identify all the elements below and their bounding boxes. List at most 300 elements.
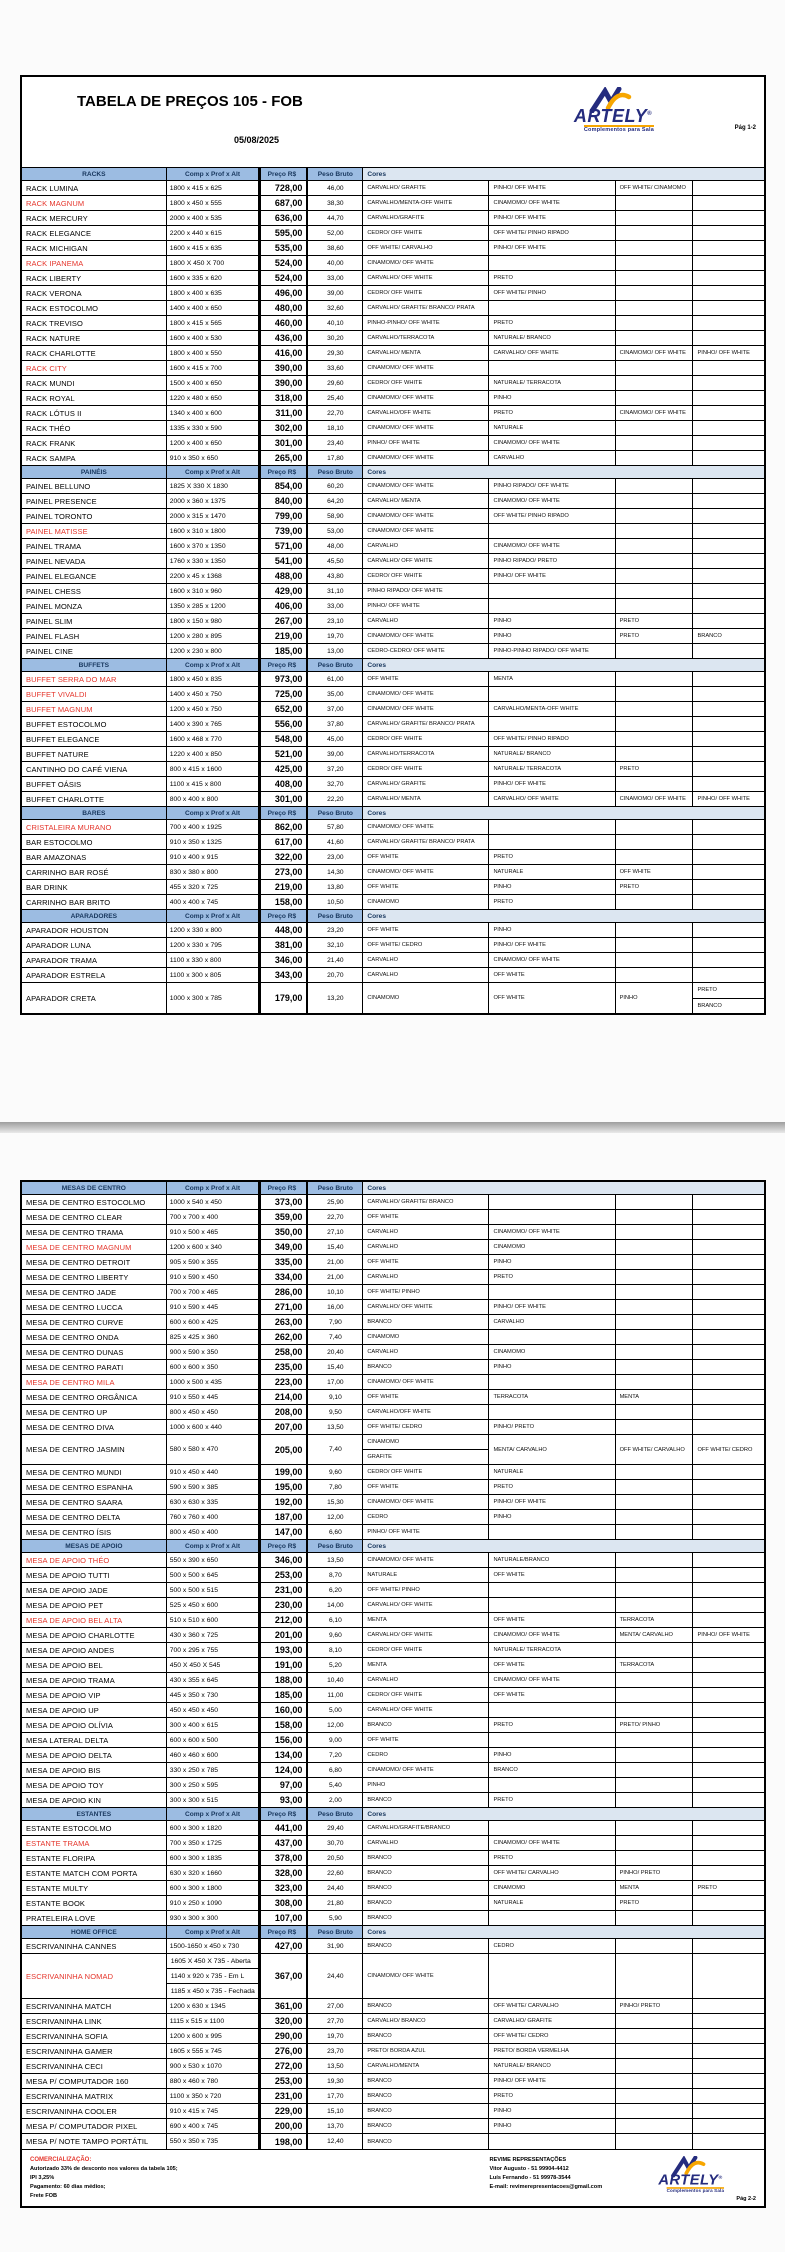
dimensions-cell: 1100 x 350 x 720 bbox=[167, 2089, 260, 2103]
color-option-cell: PRETO bbox=[697, 1885, 717, 1891]
color-option-cell: CARVALHO/GRAFITE bbox=[363, 211, 489, 225]
color-option-cell: CEDRO/ OFF WHITE bbox=[363, 569, 489, 583]
color-option-cell: BRANCO bbox=[363, 2089, 489, 2103]
color-option-cell bbox=[693, 732, 764, 746]
color-option-cell bbox=[489, 524, 615, 538]
product-name-cell: MESA DE APOIO JADE bbox=[22, 1583, 167, 1597]
color-option-cell: CARVALHO/ BRANCO bbox=[363, 2014, 489, 2028]
product-name-cell: APARADOR CRETA bbox=[22, 983, 167, 1013]
price-cell: 322,00 bbox=[259, 850, 308, 864]
dimensions-cell: 2000 x 400 x 535 bbox=[167, 211, 260, 225]
color-option-cell bbox=[616, 923, 694, 937]
price-cell: 441,00 bbox=[259, 1821, 308, 1835]
dimensions-cell: 1100 x 415 x 800 bbox=[167, 777, 260, 791]
price-cell: 617,00 bbox=[259, 835, 308, 849]
dimensions-cell: 2200 x 440 x 615 bbox=[167, 226, 260, 240]
table-row bbox=[22, 1954, 764, 1999]
product-name-cell: ESCRIVANINHA NOMAD bbox=[22, 1954, 167, 1998]
color-option-cell: CARVALHO bbox=[363, 953, 489, 967]
price-cell: 160,00 bbox=[259, 1703, 308, 1717]
table-row bbox=[22, 1881, 764, 1896]
color-option-cell: CINAMOMO/ OFF WHITE bbox=[363, 509, 489, 523]
column-header-weight: Peso Bruto bbox=[308, 1926, 363, 1938]
color-option-cell bbox=[616, 1688, 694, 1702]
color-option-cell bbox=[489, 687, 615, 701]
product-name-cell: BUFFET VIVALDI bbox=[22, 687, 167, 701]
gross-weight-cell: 13,00 bbox=[308, 644, 363, 658]
dimensions-cell: 1200 x 450 x 750 bbox=[167, 702, 260, 716]
price-cell: 158,00 bbox=[259, 1718, 308, 1732]
dimensions-cell-line: 1140 x 920 x 735 - Em L bbox=[167, 1969, 259, 1984]
color-option-cell bbox=[616, 436, 694, 450]
color-option-cell bbox=[489, 584, 615, 598]
color-option-cell bbox=[616, 717, 694, 731]
price-cell: 350,00 bbox=[259, 1225, 308, 1239]
color-option-cell: CEDRO/ OFF WHITE bbox=[363, 732, 489, 746]
product-name-cell: RACK LUMINA bbox=[22, 181, 167, 195]
gross-weight-cell: 39,00 bbox=[308, 747, 363, 761]
color-option-cell bbox=[693, 256, 764, 270]
color-option-cell: CINAMOMO/ OFF WHITE bbox=[363, 820, 489, 834]
price-cell: 301,00 bbox=[259, 792, 308, 806]
gross-weight-cell: 7,40 bbox=[308, 1330, 363, 1344]
dimensions-cell: 1200 x 330 x 800 bbox=[167, 923, 260, 937]
gross-weight-cell: 7,20 bbox=[308, 1748, 363, 1762]
product-name-cell: PRATELEIRA LOVE bbox=[22, 1911, 167, 1925]
price-cell: 328,00 bbox=[259, 1866, 308, 1880]
table-row bbox=[22, 346, 764, 361]
color-option-cell: CINAMOMO/ OFF WHITE bbox=[363, 361, 489, 375]
product-name-cell: CARRINHO BAR BRITO bbox=[22, 895, 167, 909]
table-row bbox=[22, 509, 764, 524]
color-option-cell bbox=[693, 1763, 764, 1777]
gross-weight-cell: 27,00 bbox=[308, 1999, 363, 2013]
color-option-cell: CARVALHO/ OFF WHITE bbox=[489, 792, 615, 806]
color-option-cell: CARVALHO/TERRACOTA bbox=[363, 747, 489, 761]
column-header-dims: Comp x Prof x Alt bbox=[167, 1808, 260, 1820]
color-option-cell bbox=[693, 1643, 764, 1657]
color-option-cell: CINAMOMO bbox=[363, 983, 489, 1013]
price-cell: 205,00 bbox=[259, 1435, 308, 1464]
section-header-row bbox=[22, 659, 764, 672]
table-row bbox=[22, 1939, 764, 1954]
column-header-weight: Peso Bruto bbox=[308, 659, 363, 671]
dimensions-cell: 525 x 450 x 600 bbox=[167, 1598, 260, 1612]
product-name-cell: PAINEL ELEGANCE bbox=[22, 569, 167, 583]
color-option-cell: PINHO/ OFF WHITE bbox=[489, 777, 615, 791]
color-option-cell bbox=[616, 584, 694, 598]
color-option-cell bbox=[693, 494, 764, 508]
color-option-cell: CINAMOMO/ OFF WHITE bbox=[489, 1673, 615, 1687]
gross-weight-cell: 22,20 bbox=[308, 792, 363, 806]
table-row bbox=[22, 2029, 764, 2044]
dimensions-cell: 1220 x 400 x 850 bbox=[167, 747, 260, 761]
product-name-cell: RACK MUNDI bbox=[22, 376, 167, 390]
dimensions-cell: 1400 x 400 x 650 bbox=[167, 301, 260, 315]
color-option-cell bbox=[693, 451, 764, 465]
price-cell: 318,00 bbox=[259, 391, 308, 405]
color-option-cell bbox=[693, 717, 764, 731]
color-option-cell-line: PRETO bbox=[693, 983, 764, 999]
table-row bbox=[22, 1553, 764, 1568]
table-row bbox=[22, 895, 764, 910]
gross-weight-cell: 13,20 bbox=[308, 983, 363, 1013]
color-option-cell: CINAMOMO/ OFF WHITE bbox=[489, 953, 615, 967]
product-name-cell: RACK CHARLOTTE bbox=[22, 346, 167, 360]
dimensions-cell: 600 x 300 x 1835 bbox=[167, 1851, 260, 1865]
column-header-weight: Peso Bruto bbox=[308, 807, 363, 819]
product-name-cell: ESCRIVANINHA COOLER bbox=[22, 2104, 167, 2118]
gross-weight-cell: 20,70 bbox=[308, 968, 363, 982]
product-name-cell: MESA DE APOIO UP bbox=[22, 1703, 167, 1717]
color-option-cell bbox=[693, 2134, 764, 2149]
price-cell: 524,00 bbox=[259, 256, 308, 270]
color-option-cell bbox=[693, 2014, 764, 2028]
color-option-cell: PINHO-PINHO/ OFF WHITE bbox=[363, 316, 489, 330]
product-name-cell: MESA DE APOIO THÉO bbox=[22, 1553, 167, 1567]
product-name-cell: RACK TREVISO bbox=[22, 316, 167, 330]
price-cell: 191,00 bbox=[259, 1658, 308, 1672]
color-option-cell: PRETO bbox=[489, 2089, 615, 2103]
color-option-cell: MENTA bbox=[616, 1390, 694, 1404]
color-option-cell bbox=[693, 539, 764, 553]
color-option-cell bbox=[616, 1495, 694, 1509]
product-name-cell: ESTANTE TRAMA bbox=[22, 1836, 167, 1850]
table-row bbox=[22, 1495, 764, 1510]
color-option-cell: PINHO/ OFF WHITE bbox=[363, 1525, 489, 1539]
section-title-cell: BARES bbox=[22, 807, 167, 819]
color-option-cell: PRETO/ BORDA AZUL bbox=[363, 2044, 489, 2058]
color-option-cell bbox=[489, 835, 615, 849]
color-option-cell bbox=[693, 361, 764, 375]
product-name-cell: RACK ESTOCOLMO bbox=[22, 301, 167, 315]
price-cell: 687,00 bbox=[259, 196, 308, 210]
gross-weight-cell: 6,60 bbox=[308, 1525, 363, 1539]
dimensions-cell: 1340 x 400 x 600 bbox=[167, 406, 260, 420]
color-option-cell bbox=[616, 1300, 694, 1314]
color-option-cell bbox=[693, 1999, 764, 2013]
column-header-price: Preço R$ bbox=[259, 807, 308, 819]
color-option-cell: CINAMOMO/ OFF WHITE bbox=[363, 479, 489, 493]
gross-weight-cell: 20,50 bbox=[308, 1851, 363, 1865]
column-header-colors: Cores bbox=[363, 168, 764, 180]
section-title-cell: PAINÉIS bbox=[22, 466, 167, 478]
color-option-cell: PINHO bbox=[489, 614, 615, 628]
table-row bbox=[22, 1480, 764, 1495]
gross-weight-cell: 40,00 bbox=[308, 256, 363, 270]
gross-weight-cell: 37,00 bbox=[308, 702, 363, 716]
table-row bbox=[22, 777, 764, 792]
dimensions-cell: 1200 x 230 x 800 bbox=[167, 644, 260, 658]
gross-weight-cell: 13,50 bbox=[308, 1420, 363, 1434]
table-row bbox=[22, 687, 764, 702]
price-cell: 258,00 bbox=[259, 1345, 308, 1359]
price-cell: 253,00 bbox=[259, 1568, 308, 1582]
color-option-cell: CEDRO/ OFF WHITE bbox=[363, 286, 489, 300]
color-option-cell bbox=[616, 451, 694, 465]
color-option-cell: PINHO/ OFF WHITE bbox=[697, 796, 750, 802]
color-option-cell bbox=[616, 1939, 694, 1953]
product-name-cell: MESA DE CENTRO TRAMA bbox=[22, 1225, 167, 1239]
color-option-cell bbox=[693, 406, 764, 420]
color-option-cell bbox=[489, 1911, 615, 1925]
color-option-cell: CARVALHO/ GRAFITE bbox=[489, 2014, 615, 2028]
gross-weight-cell: 40,10 bbox=[308, 316, 363, 330]
gross-weight-cell: 32,60 bbox=[308, 301, 363, 315]
product-name-cell: RACK LÓTUS II bbox=[22, 406, 167, 420]
product-name-cell: PAINEL NEVADA bbox=[22, 554, 167, 568]
color-option-cell: BRANCO bbox=[363, 1315, 489, 1329]
color-option-cell bbox=[693, 1851, 764, 1865]
color-option-cell: PINHO/ OFF WHITE bbox=[363, 599, 489, 613]
product-name-cell: RACK MICHIGAN bbox=[22, 241, 167, 255]
table-row bbox=[22, 983, 764, 1013]
color-option-cell bbox=[489, 1778, 615, 1792]
gross-weight-cell: 13,50 bbox=[308, 2059, 363, 2073]
section-title-cell: BUFFETS bbox=[22, 659, 167, 671]
table-row bbox=[22, 1658, 764, 1673]
color-option-cell: PINHO/ OFF WHITE bbox=[697, 350, 750, 356]
color-option-cell bbox=[616, 1240, 694, 1254]
dimensions-cell: 1825 X 330 X 1830 bbox=[167, 479, 260, 493]
table-row bbox=[22, 1673, 764, 1688]
column-header-price: Preço R$ bbox=[259, 168, 308, 180]
price-cell: 359,00 bbox=[259, 1210, 308, 1224]
product-name-cell: MESA DE APOIO TUTTI bbox=[22, 1568, 167, 1582]
color-option-cell: CINAMOMO bbox=[489, 1240, 615, 1254]
price-cell: 290,00 bbox=[259, 2029, 308, 2043]
gross-weight-cell: 11,00 bbox=[308, 1688, 363, 1702]
table-row bbox=[22, 1345, 764, 1360]
table-row bbox=[22, 792, 764, 807]
color-option-cell: BRANCO bbox=[363, 1718, 489, 1732]
color-option-cell bbox=[693, 1315, 764, 1329]
color-option-cell: PINHO/ OFF WHITE bbox=[363, 436, 489, 450]
color-option-cell: BRANCO bbox=[363, 1360, 489, 1374]
price-cell: 437,00 bbox=[259, 1836, 308, 1850]
color-option-cell bbox=[616, 1315, 694, 1329]
color-option-cell bbox=[693, 747, 764, 761]
dimensions-cell: 1200 x 330 x 795 bbox=[167, 938, 260, 952]
dimensions-cell: 1600 x 310 x 960 bbox=[167, 584, 260, 598]
color-option-cell: PINHO/ OFF WHITE bbox=[489, 1495, 615, 1509]
color-option-cell: CARVALHO bbox=[489, 1315, 615, 1329]
color-option-cell: OFF WHITE bbox=[489, 1658, 615, 1672]
color-option-cell: OFF WHITE bbox=[489, 1613, 615, 1627]
gross-weight-cell: 12,40 bbox=[308, 2134, 363, 2149]
table-row bbox=[22, 451, 764, 466]
product-name-cell: RACK ELEGANCE bbox=[22, 226, 167, 240]
footer-discount-line: Autorizado 33% de desconto nos valores da tabela 105; bbox=[30, 2166, 178, 2172]
color-option-cell bbox=[693, 391, 764, 405]
table-row bbox=[22, 1628, 764, 1643]
color-option-cell: CINAMOMO/ OFF WHITE bbox=[616, 406, 694, 420]
color-option-cell bbox=[489, 717, 615, 731]
color-option-cell bbox=[693, 1793, 764, 1807]
page-2 bbox=[20, 1180, 766, 2208]
color-option-cell bbox=[616, 1270, 694, 1284]
color-option-cell: NATURALE/ BRANCO bbox=[489, 747, 615, 761]
gross-weight-cell: 7,40 bbox=[308, 1435, 363, 1464]
color-option-cell: CARVALHO/ OFF WHITE bbox=[363, 1703, 489, 1717]
table-row bbox=[22, 1613, 764, 1628]
color-option-cell: PRETO bbox=[616, 880, 694, 894]
dimensions-cell: 580 x 580 x 470 bbox=[167, 1435, 260, 1464]
color-option-cell: MENTA bbox=[616, 1881, 694, 1895]
product-name-cell: PAINEL TRAMA bbox=[22, 539, 167, 553]
dimensions-cell: 1000 x 500 x 435 bbox=[167, 1375, 260, 1389]
price-cell: 230,00 bbox=[259, 1598, 308, 1612]
table-row bbox=[22, 524, 764, 539]
table-row bbox=[22, 1255, 764, 1270]
product-name-cell: BUFFET NATURE bbox=[22, 747, 167, 761]
product-name-cell: CARRINHO BAR ROSÉ bbox=[22, 865, 167, 879]
color-option-cell: PINHO/ OFF WHITE bbox=[489, 211, 615, 225]
color-option-cell bbox=[693, 777, 764, 791]
dimensions-cell: 910 x 250 x 1090 bbox=[167, 1896, 260, 1910]
color-option-cell: CARVALHO bbox=[363, 1270, 489, 1284]
color-option-cell: BRANCO bbox=[363, 1896, 489, 1910]
price-cell: 235,00 bbox=[259, 1360, 308, 1374]
color-option-cell: CARVALHO/MENTA-OFF WHITE bbox=[363, 196, 489, 210]
price-cell: 208,00 bbox=[259, 1405, 308, 1419]
color-option-cell bbox=[693, 687, 764, 701]
dimensions-cell: 1605 x 555 x 745 bbox=[167, 2044, 260, 2058]
color-option-cell: CARVALHO/OFF WHITE bbox=[363, 1405, 489, 1419]
color-option-cell: OFF WHITE/ CARVALHO bbox=[616, 1435, 694, 1464]
dimensions-cell: 910 x 500 x 465 bbox=[167, 1225, 260, 1239]
dimensions-cell: 455 x 320 x 725 bbox=[167, 880, 260, 894]
color-option-cell bbox=[616, 968, 694, 982]
product-name-cell: APARADOR HOUSTON bbox=[22, 923, 167, 937]
dimensions-cell: 1800 x 415 x 625 bbox=[167, 181, 260, 195]
dimensions-cell: 910 x 350 x 650 bbox=[167, 451, 260, 465]
color-option-cell bbox=[616, 2059, 694, 2073]
color-option-cell bbox=[693, 554, 764, 568]
color-option-cell: BRANCO bbox=[363, 2134, 489, 2149]
table-row bbox=[22, 1583, 764, 1598]
gross-weight-cell: 61,00 bbox=[308, 672, 363, 686]
column-header-price: Preço R$ bbox=[259, 1540, 308, 1552]
color-option-cell: CEDRO/ OFF WHITE bbox=[363, 1688, 489, 1702]
product-name-cell: RACK IPANEMA bbox=[22, 256, 167, 270]
color-option-cell bbox=[616, 211, 694, 225]
dimensions-cell: 1000 x 600 x 440 bbox=[167, 1420, 260, 1434]
color-option-cell bbox=[693, 226, 764, 240]
color-option-cell bbox=[693, 1568, 764, 1582]
product-name-cell: MESA DE CENTRO DUNAS bbox=[22, 1345, 167, 1359]
price-cell: 187,00 bbox=[259, 1510, 308, 1524]
color-option-cell bbox=[616, 1285, 694, 1299]
table-row bbox=[22, 599, 764, 614]
dimensions-cell: 800 x 450 x 450 bbox=[167, 1405, 260, 1419]
price-cell: 147,00 bbox=[259, 1525, 308, 1539]
dimensions-cell: 300 x 250 x 595 bbox=[167, 1778, 260, 1792]
gross-weight-cell: 25,90 bbox=[308, 1195, 363, 1209]
product-name-cell: MESA DE APOIO TOY bbox=[22, 1778, 167, 1792]
color-option-cell bbox=[616, 316, 694, 330]
color-option-cell bbox=[616, 554, 694, 568]
color-option-cell bbox=[693, 1390, 764, 1404]
dimensions-cell: 450 x 450 x 450 bbox=[167, 1703, 260, 1717]
color-option-cell: CARVALHO bbox=[363, 539, 489, 553]
price-cell: 488,00 bbox=[259, 569, 308, 583]
product-name-cell: BUFFET SERRA DO MAR bbox=[22, 672, 167, 686]
table-row bbox=[22, 494, 764, 509]
color-option-cell bbox=[616, 301, 694, 315]
product-name-cell: ESCRIVANINHA GAMER bbox=[22, 2044, 167, 2058]
product-name-cell: MESA DE CENTRO ESTOCOLMO bbox=[22, 1195, 167, 1209]
table-row bbox=[22, 2119, 764, 2134]
table-row bbox=[22, 584, 764, 599]
table-row bbox=[22, 1420, 764, 1435]
table-row bbox=[22, 1225, 764, 1240]
color-option-cell: PRETO bbox=[489, 850, 615, 864]
column-header-price: Preço R$ bbox=[259, 466, 308, 478]
dimensions-cell: 910 x 400 x 915 bbox=[167, 850, 260, 864]
color-option-cell: CEDRO/ OFF WHITE bbox=[363, 762, 489, 776]
color-option-cell: CARVALHO/TERRACOTA bbox=[363, 331, 489, 345]
product-name-cell: MESA DE APOIO ANDES bbox=[22, 1643, 167, 1657]
color-option-cell bbox=[693, 1658, 764, 1672]
color-option-cell bbox=[693, 436, 764, 450]
dimensions-cell: 600 x 300 x 1800 bbox=[167, 1881, 260, 1895]
price-cell: 436,00 bbox=[259, 331, 308, 345]
color-option-cell bbox=[693, 923, 764, 937]
color-option-cell: CARVALHO/ MENTA bbox=[363, 346, 489, 360]
color-option-cell bbox=[693, 1225, 764, 1239]
dimensions-cell: 1600 x 370 x 1350 bbox=[167, 539, 260, 553]
color-option-cell: CARVALHO/ GRAFITE bbox=[363, 181, 489, 195]
gross-weight-cell: 15,30 bbox=[308, 1495, 363, 1509]
dimensions-cell: 600 x 600 x 500 bbox=[167, 1733, 260, 1747]
gross-weight-cell: 19,30 bbox=[308, 2074, 363, 2088]
price-cell: 265,00 bbox=[259, 451, 308, 465]
product-name-cell: BAR ESTOCOLMO bbox=[22, 835, 167, 849]
color-option-cell: CINAMOMO/ OFF WHITE bbox=[363, 524, 489, 538]
color-option-cell bbox=[693, 820, 764, 834]
color-option-cell: TERRACOTA bbox=[616, 1658, 694, 1672]
price-cell: 349,00 bbox=[259, 1240, 308, 1254]
section-title-cell: MESAS DE CENTRO bbox=[22, 1182, 167, 1194]
price-cell: 311,00 bbox=[259, 406, 308, 420]
table-row bbox=[22, 539, 764, 554]
color-option-cell bbox=[693, 1285, 764, 1299]
gross-weight-cell: 19,70 bbox=[308, 2029, 363, 2043]
product-name-cell: PAINEL FLASH bbox=[22, 629, 167, 643]
color-option-cell: NATURALE bbox=[489, 865, 615, 879]
dimensions-cell: 1200 x 630 x 1345 bbox=[167, 1999, 260, 2013]
table-row bbox=[22, 1688, 764, 1703]
price-cell: 229,00 bbox=[259, 2104, 308, 2118]
color-option-cell: OFF WHITE bbox=[363, 1390, 489, 1404]
color-option-cell bbox=[693, 1613, 764, 1627]
color-option-cell bbox=[693, 983, 764, 1013]
table-row bbox=[22, 376, 764, 391]
product-name-cell: MESA P/ COMPUTADOR 160 bbox=[22, 2074, 167, 2088]
color-option-cell: CEDRO/ OFF WHITE bbox=[363, 1465, 489, 1479]
color-option-cell bbox=[693, 479, 764, 493]
product-name-cell: PAINEL PRESENCE bbox=[22, 494, 167, 508]
gross-weight-cell: 58,90 bbox=[308, 509, 363, 523]
table-row bbox=[22, 923, 764, 938]
color-option-cell bbox=[693, 938, 764, 952]
price-cell: 286,00 bbox=[259, 1285, 308, 1299]
product-name-cell: MESA DE APOIO VIP bbox=[22, 1688, 167, 1702]
color-option-cell bbox=[693, 968, 764, 982]
table-row bbox=[22, 953, 764, 968]
table-row bbox=[22, 1315, 764, 1330]
